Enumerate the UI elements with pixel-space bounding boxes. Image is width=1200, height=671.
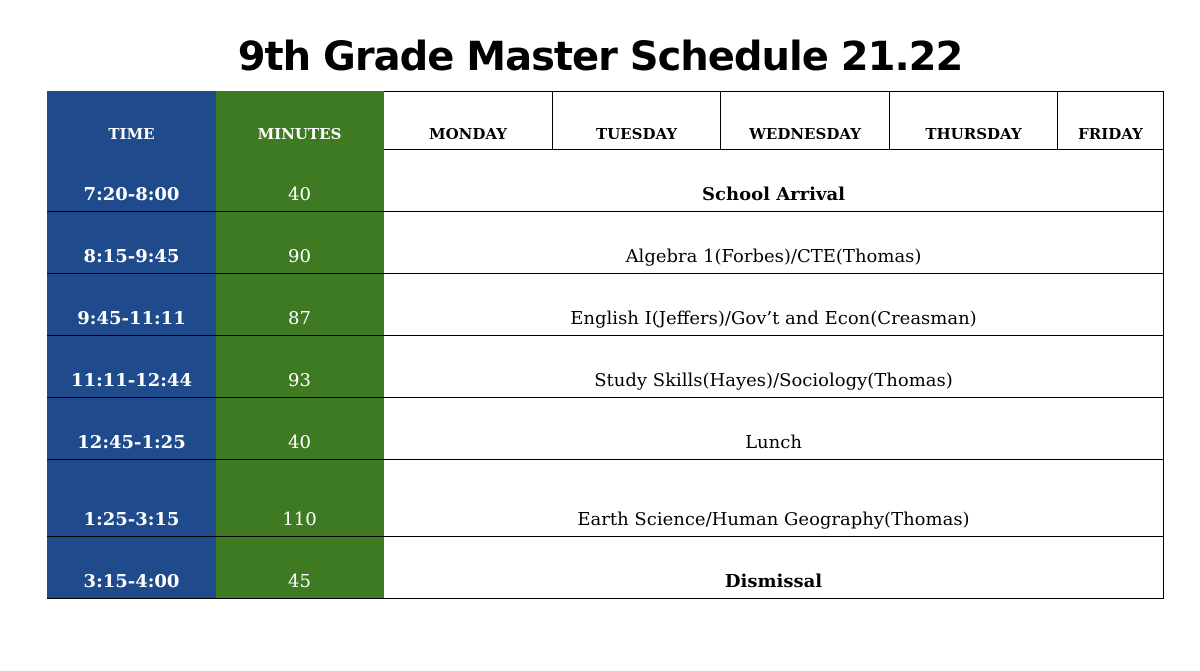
minutes-cell: 110: [216, 460, 384, 537]
activity-cell: Algebra 1(Forbes)/CTE(Thomas): [384, 212, 1164, 274]
activity-cell: Study Skills(Hayes)/Sociology(Thomas): [384, 336, 1164, 398]
activity-cell: Earth Science/Human Geography(Thomas): [384, 460, 1164, 537]
time-cell: 3:15-4:00: [48, 537, 216, 599]
time-cell: 7:20-8:00: [48, 150, 216, 212]
table-row: [48, 460, 1164, 537]
time-cell: 12:45-1:25: [48, 398, 216, 460]
table-row: [48, 537, 1164, 599]
day-header-monday: MONDAY: [384, 92, 553, 150]
page-title: 9th Grade Master Schedule 21.22: [237, 34, 963, 80]
table-row: [48, 274, 1164, 336]
time-cell: 11:11-12:44: [48, 336, 216, 398]
day-header-thursday: THURSDAY: [890, 92, 1058, 150]
schedule-table: [47, 91, 1164, 599]
activity-cell: Dismissal: [384, 537, 1164, 599]
time-header: TIME: [48, 92, 216, 150]
time-cell: 8:15-9:45: [48, 212, 216, 274]
minutes-cell: 87: [216, 274, 384, 336]
minutes-cell: 40: [216, 150, 384, 212]
activity-cell: English I(Jeffers)/Gov’t and Econ(Creasman): [384, 274, 1164, 336]
day-header-friday: FRIDAY: [1058, 92, 1164, 150]
table-row: [48, 212, 1164, 274]
minutes-cell: 90: [216, 212, 384, 274]
minutes-cell: 40: [216, 398, 384, 460]
minutes-cell: 45: [216, 537, 384, 599]
table-row: [48, 398, 1164, 460]
table-row: [48, 150, 1164, 212]
time-cell: 9:45-11:11: [48, 274, 216, 336]
table-row: [48, 336, 1164, 398]
day-header-tuesday: TUESDAY: [553, 92, 721, 150]
time-cell: 1:25-3:15: [48, 460, 216, 537]
activity-cell: School Arrival: [384, 150, 1164, 212]
header-row: [48, 92, 1164, 150]
activity-cell: Lunch: [384, 398, 1164, 460]
minutes-header: MINUTES: [216, 92, 384, 150]
day-header-wednesday: WEDNESDAY: [721, 92, 890, 150]
minutes-cell: 93: [216, 336, 384, 398]
